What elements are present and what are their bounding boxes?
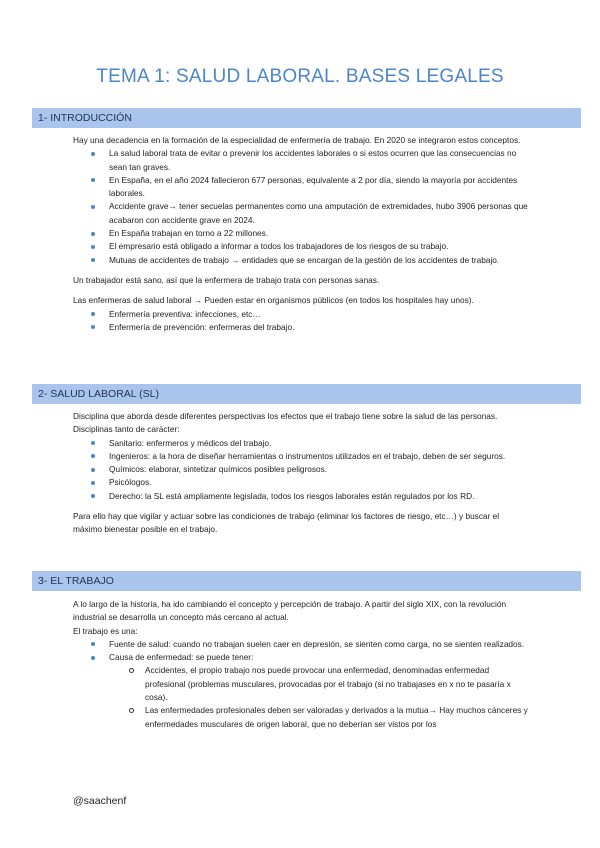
section-heading-introduccion: 1- INTRODUCCIÓN: [32, 108, 581, 128]
paragraph: A lo largo de la historia, ha ido cambiando el concepto y percepción de trabajo. A partir del siglo XIX, con la revolución industrial se desarrolla un concepto más cercano al actual.: [73, 599, 507, 623]
paragraph: Disciplina que aborda desde diferentes perspectivas los efectos que el trabajo tiene sobre la salud de las personas. Disciplinas tanto de carácter:: [73, 411, 498, 435]
bullet-list: [73, 308, 528, 335]
paragraph: Un trabajador está sano, así que la enfermera de trabajo trata con personas sanas.: [73, 274, 380, 285]
list-item: Enfermería preventiva: infecciones, etc…: [73, 308, 528, 321]
list-item: Sanitario: enfermeros y médicos del trabajo.: [73, 437, 528, 450]
list-item: En España trabajan en torno a 22 millones.: [73, 227, 528, 240]
paragraph: Las enfermeras de salud laboral → Pueden estar en organismos públicos (en todos los hospitales hay unos).: [73, 295, 474, 306]
list-item: Psicólogos.: [73, 476, 528, 489]
author-handle: @saachenf: [73, 795, 127, 807]
list-item: Químicos: elaborar, sintetizar químicos posibles peligrosos.: [73, 463, 528, 476]
list-item: En España, en el año 2024 fallecieron 677 personas, equivalente a 2 por día, siendo la mayoría por accidentes laborales.: [73, 174, 528, 201]
paragraph: El trabajo es una:: [73, 625, 138, 636]
list-item: Derecho: la SL está ampliamente legislada, todos los riesgos laborales están regulados por los RD.: [73, 490, 528, 503]
list-item: El empresario está obligado a informar a todos los trabajadores de los riesgos de su trabajo.: [73, 240, 528, 253]
list-item: La salud laboral trata de evitar o prevenir los accidentes laborales o si estos ocurren que las consecuencias no sean tan graves.: [73, 147, 528, 174]
bullet-list: [73, 147, 528, 267]
section-heading-el-trabajo: 3- EL TRABAJO: [32, 571, 581, 591]
list-item: Fuente de salud: cuando no trabajan suelen caer en depresión, se sienten como carga, no se sienten realizados.: [73, 638, 528, 651]
section-heading-salud-laboral: 2- SALUD LABORAL (SL): [32, 384, 581, 404]
list-item: Ingenieros: a la hora de diseñar herramientas o instrumentos utilizados en el trabajo, deben de ser seguros.: [73, 450, 528, 463]
sub-list-item: Accidentes, el propio trabajo nos puede provocar una enfermedad, denominadas enfermedad profesional (problemas musculares, provocadas por el trabajo (si no trabajases en x no te pasaría x cosa).: [109, 664, 528, 704]
list-item: Mutuas de accidentes de trabajo → entidades que se encargan de la gestión de los accidentes de trabajo.: [73, 254, 528, 267]
sub-list-item: Las enfermedades profesionales deben ser valoradas y derivados a la mutua→ Hay muchos cánceres y enfermedades musculares de origen laboral, que no deberían ser vistos por los: [109, 704, 528, 731]
paragraph: Hay una decadencia en la formación de la especialidad de enfermería de trabajo. En 2020 se integraron estos conceptos.: [73, 135, 521, 145]
paragraph: Para ello hay que vigilar y actuar sobre las condiciones de trabajo (eliminar los factores de riesgo, etc…) y buscar el máximo bienestar posible en el trabajo.: [73, 511, 500, 535]
list-item: Enfermería de prevención: enfermeras del trabajo.: [73, 321, 528, 334]
bullet-list: [73, 638, 528, 731]
section-body-salud-laboral: [73, 410, 528, 537]
bullet-list: [73, 437, 528, 503]
list-item-text: Causa de enfermedad: se puede tener:: [109, 652, 254, 663]
section-body-el-trabajo: [73, 598, 528, 731]
section-body-introduccion: [73, 134, 528, 334]
list-item: Accidente grave→ tener secuelas permanentes como una amputación de extremidades, hubo 3906 personas que acabaron con accidente grave en 2024.: [73, 200, 528, 227]
sub-bullet-list: [109, 664, 528, 730]
document-title: TEMA 1: SALUD LABORAL. BASES LEGALES: [96, 66, 504, 87]
list-item: [73, 651, 528, 731]
